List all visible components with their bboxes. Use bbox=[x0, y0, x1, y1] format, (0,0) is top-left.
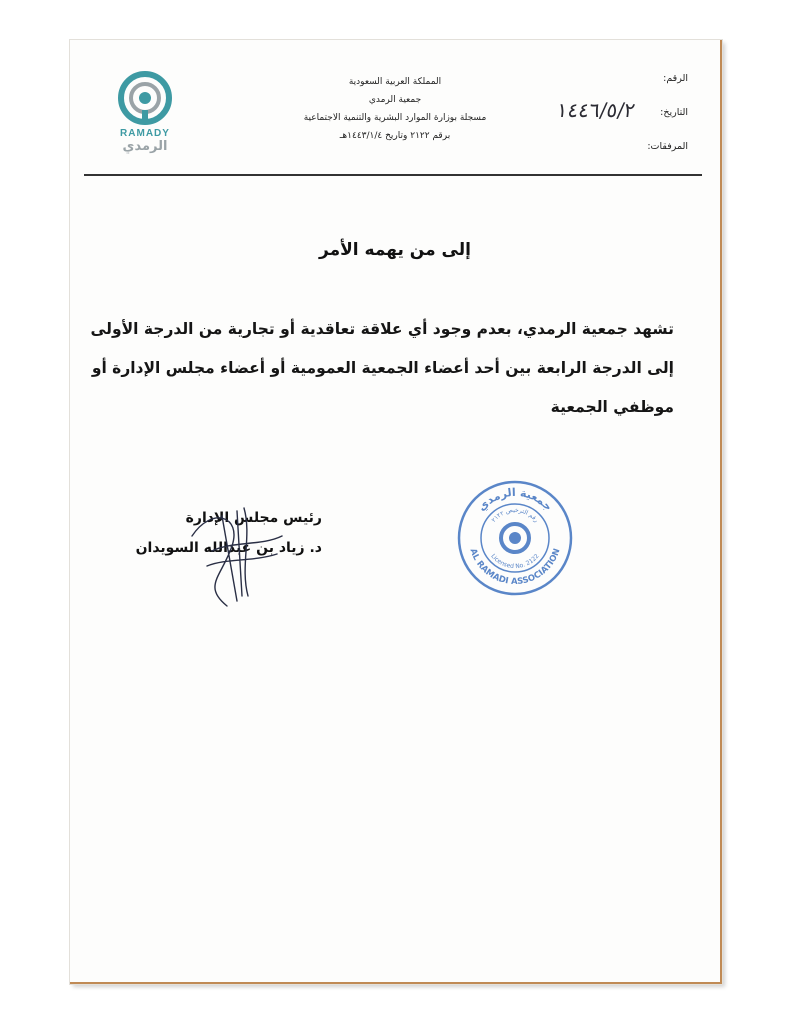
letter-body bbox=[90, 310, 674, 427]
stamp-license-en: Licensed No. 2122 bbox=[489, 552, 541, 571]
logo-name-en: RAMADY bbox=[120, 128, 170, 139]
body-line: موظفي الجمعية bbox=[550, 398, 674, 416]
stamp-license-ar: رقم الترخيص ٢١٢٢ bbox=[490, 506, 540, 524]
reference-number-label: الرقم: bbox=[663, 73, 688, 84]
stamp-bottom-text: AL RAMADI ASSOCIATION bbox=[467, 547, 563, 588]
org-line-country: المملكة العربية السعودية bbox=[348, 77, 442, 87]
organization-logo bbox=[110, 70, 180, 154]
signature-block bbox=[112, 496, 322, 646]
handwritten-date: ١٤٤٦/٥/٢ bbox=[555, 98, 637, 122]
stamp-top-text: جمعية الرمدي bbox=[475, 485, 555, 514]
association-stamp bbox=[455, 478, 575, 598]
handwritten-signature-icon bbox=[182, 496, 292, 616]
org-line-name: جمعية الرمدي bbox=[368, 95, 422, 105]
reference-date-label: التاريخ: bbox=[660, 107, 688, 118]
signatory-title: رئيس مجلس الإدارة bbox=[185, 510, 322, 526]
org-line-number-date: برقم ٢١٢٢ وتاريخ ١٤٤٣/١/٤هـ bbox=[339, 131, 451, 141]
body-line: تشهد جمعية الرمدي، بعدم وجود أي علاقة تعاقدية أو تجارية من الدرجة الأولى bbox=[90, 320, 674, 338]
salutation-text: إلى من يهمه الأمر bbox=[319, 240, 471, 260]
reference-fields bbox=[588, 72, 688, 174]
organization-header bbox=[295, 73, 495, 145]
reference-attachments-label: المرفقات: bbox=[647, 141, 688, 152]
salutation bbox=[70, 240, 720, 260]
ramady-logo-icon bbox=[117, 70, 173, 126]
body-line: إلى الدرجة الرابعة بين أحد أعضاء الجمعية العمومية أو أعضاء مجلس الإدارة أو bbox=[91, 359, 674, 377]
letter-page bbox=[70, 40, 722, 984]
logo-name-ar: الرمدي bbox=[122, 139, 168, 154]
org-line-registration: مسجلة بوزارة الموارد البشرية والتنمية الاجتماعية bbox=[303, 113, 487, 123]
header-divider bbox=[84, 174, 702, 176]
signatory-name: د. زياد بن عبدالله السويدان bbox=[135, 540, 322, 556]
